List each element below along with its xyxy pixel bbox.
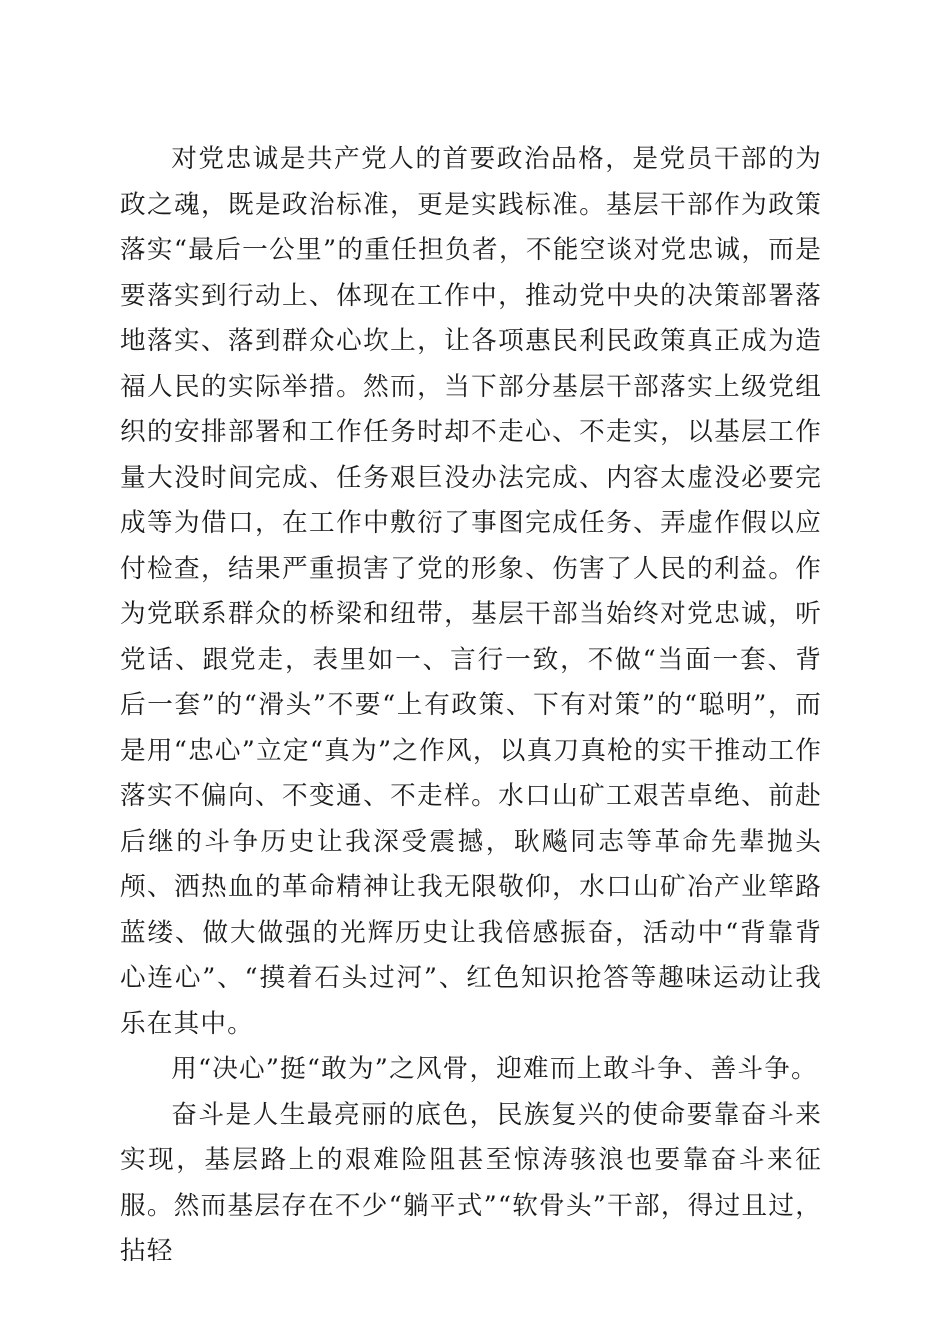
paragraph-struggle: 奋斗是人生最亮丽的底色，民族复兴的使命要靠奋斗来实现，基层路上的艰难险阻甚至惊涛骇浪也要靠奋斗来征服。然而基层存在不少“躺平式”“软骨头”干部，得过且过，拈轻	[120, 1099, 822, 1266]
document-body	[120, 137, 822, 1275]
paragraph-determination-heading: 用“决心”挺“敢为”之风骨，迎难而上敢斗争、善斗争。	[171, 1054, 818, 1084]
paragraph-loyalty: 对党忠诚是共产党人的首要政治品格，是党员干部的为政之魂，既是政治标准，更是实践标准。基层干部作为政策落实“最后一公里”的重任担负者，不能空谈对党忠诚，而是要落实到行动上、体现在工作中，推动党中央的决策部署落地落实、落到群众心坎上，让各项惠民利民政策真正成为造福人民的实际举措。然而，当下部分基层干部落实上级党组织的安排部署和工作任务时却不走心、不走实，以基层工作量大没时间完成、任务艰巨没办法完成、内容太虚没必要完成等为借口，在工作中敷衍了事图完成任务、弄虚作假以应付检查，结果严重损害了党的形象、伤害了人民的利益。作为党联系群众的桥梁和纽带，基层干部当始终对党忠诚，听党话、跟党走，表里如一、言行一致，不做“当面一套、背后一套”的“滑头”不要“上有政策、下有对策”的“聪明”，而是用“忠心”立定“真为”之作风，以真刀真枪的实干推动工作落实不偏向、不变通、不走样。水口山矿工艰苦卓绝、前赴后继的斗争历史让我深受震撼，耿飚同志等革命先辈抛头颅、洒热血的革命精神让我无限敬仰，水口山矿冶产业筚路蓝缕、做大做强的光辉历史让我倍感振奋，活动中“背靠背心连心”、“摸着石头过河”、红色知识抢答等趣味运动让我乐在其中。	[120, 144, 822, 1039]
